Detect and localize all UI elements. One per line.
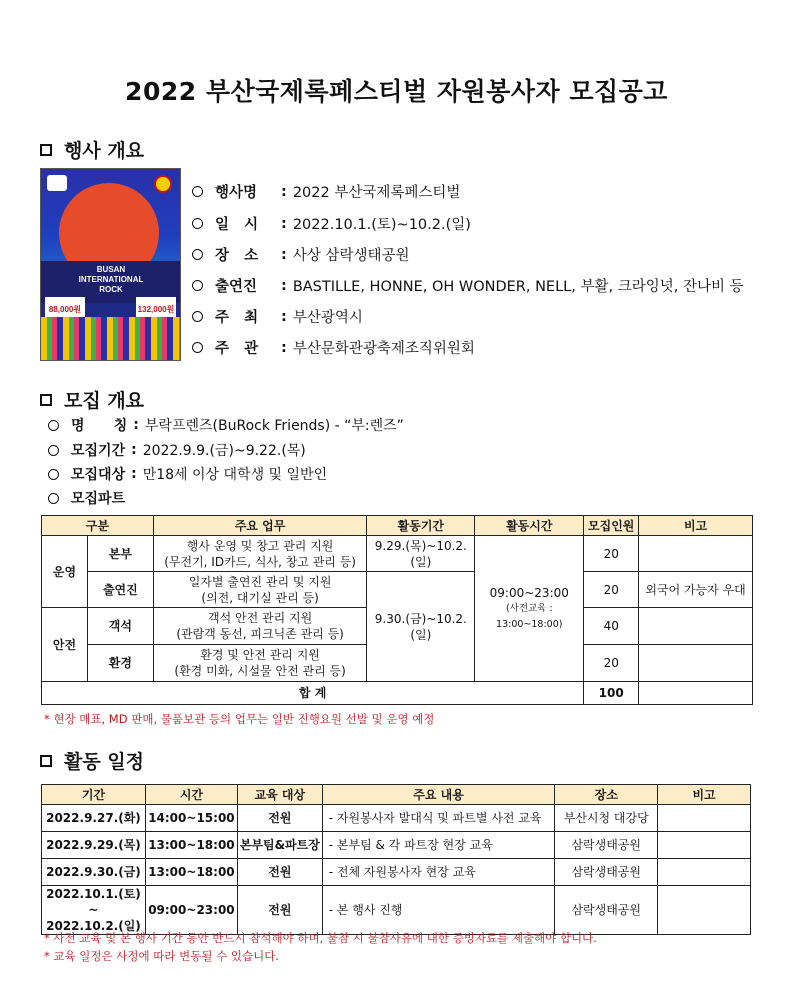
circle-bullet-icon [48,469,59,480]
date-line: 2022.10.1.(토) ~ [46,887,141,917]
table-header-cell: 장소 [555,785,658,805]
event-info-label: 주 최 [215,310,259,326]
note-cell [658,859,751,886]
note-cell [658,832,751,859]
total-count: 100 [584,682,639,705]
event-info-value: 사상 삼락생태공원 [292,248,410,264]
table-row [42,886,751,935]
recruit-info-label: 명 칭 [71,418,128,434]
recruit-info-value: 2022.9.9.(금)~9.22.(목) [142,443,306,459]
poster-crowd-illustration [41,317,180,360]
count-cell: 40 [584,608,639,645]
date-cell [42,805,146,832]
content-cell: - 본부팀 & 각 파트장 현장 교육 [322,832,555,859]
task-line: (무전기, ID카드, 식사, 창고 관리 등) [164,554,356,569]
circle-bullet-icon [192,342,203,353]
recruit-info-row [48,488,125,508]
schedule-table [41,784,751,935]
count-cell: 20 [584,645,639,682]
event-info-row [192,306,363,327]
poster-title-line: ROCK [99,285,123,294]
poster-title [65,265,157,295]
target-cell: 본부팀&파트장 [237,832,322,859]
target-cell: 전원 [237,805,322,832]
section-recruit-heading [40,386,144,413]
event-info-label: 출연진 [215,279,258,295]
table-header-cell: 교육 대상 [237,785,322,805]
colon: : [281,308,287,325]
poster-price-left: 88,000원 [45,297,85,317]
task-line: 일자별 출연진 관리 및 지원 [188,574,332,589]
time-main: 09:00~23:00 [489,585,569,600]
colon: : [131,466,137,482]
place-cell: 삼락생태공원 [555,832,658,859]
colon: : [281,246,287,263]
time-cell: 09:00~23:00 [145,886,237,935]
schedule-note: * 사전 교육 및 본 행사 기간 동안 반드시 참석해야 하며, 불참 시 불참사유에 대한 증빙자료를 제출해야 합니다. [44,931,597,945]
schedule-note: * 교육 일정은 사정에 따라 변동될 수 있습니다. [44,949,279,963]
colon: : [281,339,287,356]
circle-bullet-icon [192,280,203,291]
colon: : [131,442,137,458]
date-cell [42,886,146,935]
event-info-label: 행사명 [215,185,258,201]
date-line: 2022.9.30.(금) [46,865,141,879]
recruit-info-label: 모집대상 [71,467,126,483]
date-cell [42,859,146,886]
poster-price-right: 132,000원 [136,297,176,317]
task-cell [153,608,367,645]
part-cell: 환경 [87,645,153,682]
note-cell [639,645,753,682]
place-cell: 부산시청 대강당 [555,805,658,832]
page-title: 2022 부산국제록페스티벌 자원봉사자 모집공고 [125,77,668,106]
section-event-heading [40,136,144,163]
table-row [42,805,751,832]
recruit-table [41,515,753,705]
table-header-cell: 활동기간 [367,516,475,536]
festival-poster-image [40,168,181,361]
period-cell: 9.29.(목)~10.2.(일) [367,536,475,572]
group-cell: 운영 [42,536,88,608]
note-cell [639,608,753,645]
event-info-row [192,275,744,296]
circle-bullet-icon [192,249,203,260]
square-bullet-icon [40,755,52,767]
time-cell: 14:00~15:00 [145,805,237,832]
section-schedule-title: 활동 일정 [64,751,145,773]
circle-bullet-icon [192,186,203,197]
task-line: (관람객 동선, 피크닉존 관리 등) [176,627,344,641]
content-cell: - 본 행사 진행 [322,886,555,935]
date-line: 2022.9.29.(목) [46,838,141,852]
event-info-value: 부산광역시 [292,310,363,326]
time-cell: 13:00~18:00 [145,832,237,859]
time-sub: (사전교육 : 13:00~18:00) [496,602,563,630]
square-bullet-icon [40,144,52,156]
poster-logo-icon [47,175,67,191]
note-cell: 외국어 가능자 우대 [639,572,753,608]
event-info-row [192,244,409,265]
circle-bullet-icon [48,420,59,431]
task-line: 행사 운영 및 창고 관리 지원 [186,538,334,553]
task-cell [153,572,367,608]
table-header-cell: 기간 [42,785,146,805]
event-info-value: 2022.10.1.(토)~10.2.(일) [292,217,471,233]
table-header-cell: 주요 업무 [153,516,367,536]
event-info-row [192,213,471,234]
date-cell [42,832,146,859]
content-cell: - 전체 자원봉사자 현장 교육 [322,859,555,886]
part-cell: 출연진 [87,572,153,608]
table-header-cell: 구분 [42,516,154,536]
target-cell: 전원 [237,859,322,886]
colon: : [133,417,139,433]
note-cell [658,886,751,935]
date-line: 2022.10.2.(일) [46,919,141,933]
part-cell: 객석 [87,608,153,645]
event-info-value: 부산문화관광축제조직위원회 [292,341,475,357]
circle-bullet-icon [192,311,203,322]
event-info-value: 2022 부산국제록페스티벌 [292,185,461,201]
task-line: 환경 및 안전 관리 지원 [200,648,320,662]
task-line: (의전, 대기실 관리 등) [201,590,319,605]
table-header-row [42,516,753,536]
date-line: 2022.9.27.(화) [46,811,141,825]
table-header-row [42,785,751,805]
section-recruit-title: 모집 개요 [64,390,145,412]
event-info-label: 일 시 [215,217,259,233]
recruit-info-label: 모집기간 [71,443,126,459]
table-total-row [42,682,753,705]
note-cell [639,536,753,572]
colon: : [281,183,287,200]
recruit-info-row [48,440,306,460]
section-schedule-heading [40,747,144,774]
table-header-cell: 비고 [639,516,753,536]
event-info-row [192,337,475,358]
event-info-label: 주 관 [215,341,259,357]
period-cell: 9.30.(금)~10.2.(일) [367,572,475,682]
place-cell: 삼락생태공원 [555,859,658,886]
time-cell [475,536,584,682]
table-header-cell: 활동시간 [475,516,584,536]
task-line: (환경 미화, 시설물 안전 관리 등) [174,664,346,678]
recruit-info-row [48,415,404,435]
table-row [42,572,753,608]
table-header-cell: 모집인원 [584,516,639,536]
table-header-cell: 시간 [145,785,237,805]
recruit-info-row [48,464,327,484]
circle-bullet-icon [48,445,59,456]
task-line: 객석 안전 관리 지원 [208,611,313,625]
table-row [42,832,751,859]
table-header-cell: 비고 [658,785,751,805]
count-cell: 20 [584,536,639,572]
poster-emblem-icon [154,175,172,193]
table-header-cell: 주요 내용 [322,785,555,805]
poster-title-line: INTERNATIONAL [78,275,144,284]
group-cell: 안전 [42,608,88,682]
colon: : [281,277,287,294]
table-row [42,536,753,572]
task-cell [153,536,367,572]
circle-bullet-icon [192,218,203,229]
recruit-info-value: 부락프렌즈(BuRock Friends) - “부:렌즈” [144,418,404,434]
task-cell [153,645,367,682]
total-note [639,682,753,705]
event-info-value: BASTILLE, HONNE, OH WONDER, NELL, 부활, 크라잉넛, 잔나비 등 [292,279,744,295]
part-cell: 본부 [87,536,153,572]
table-row [42,859,751,886]
recruit-info-value: 만18세 이상 대학생 및 일반인 [142,467,328,483]
total-label: 합 계 [42,682,584,705]
recruit-note: * 현장 매표, MD 판매, 물품보관 등의 업무는 일반 진행요원 선발 및 운영 예정 [44,712,435,726]
time-cell: 13:00~18:00 [145,859,237,886]
event-info-row [192,181,460,202]
section-event-title: 행사 개요 [64,140,145,162]
note-cell [658,805,751,832]
event-info-label: 장 소 [215,248,259,264]
colon: : [281,215,287,232]
content-cell: - 자원봉사자 발대식 및 파트별 사전 교육 [322,805,555,832]
circle-bullet-icon [48,493,59,504]
count-cell: 20 [584,572,639,608]
place-cell: 삼락생태공원 [555,886,658,935]
recruit-info-label: 모집파트 [71,491,126,507]
square-bullet-icon [40,394,52,406]
target-cell: 전원 [237,886,322,935]
poster-title-line: BUSAN [96,265,126,274]
